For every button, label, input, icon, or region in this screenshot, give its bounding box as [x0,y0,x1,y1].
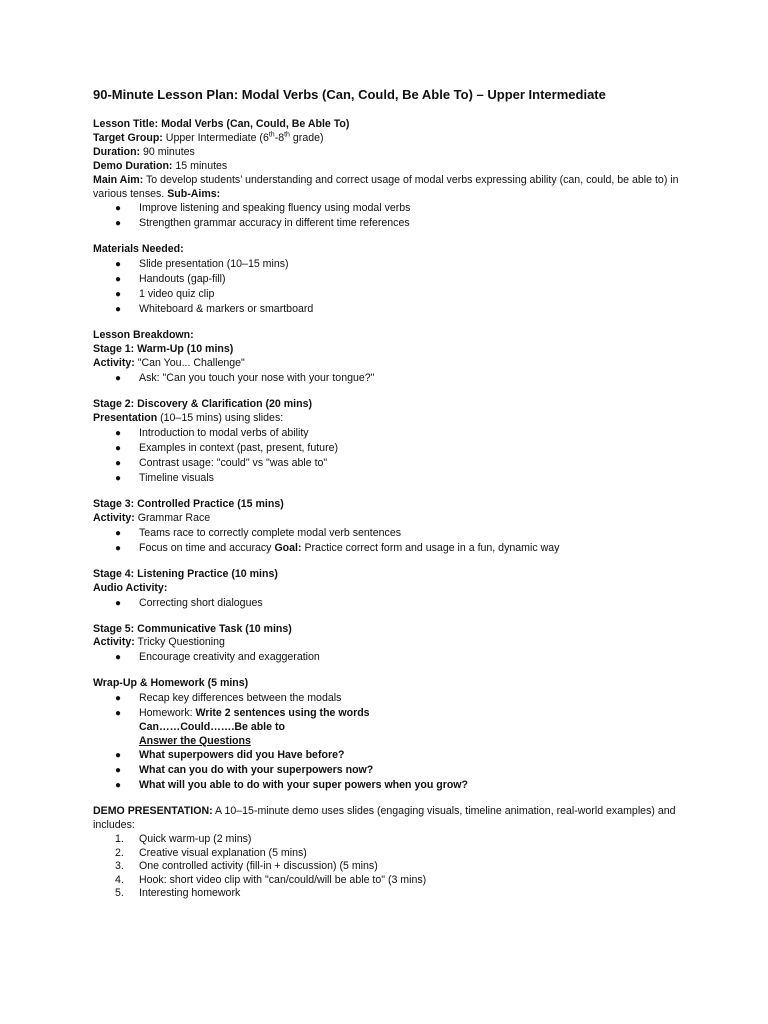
question-text: What can you do with your superpowers now? [139,764,374,777]
stage2-item [93,456,683,471]
stage5-item [93,650,683,665]
activity-label: Activity: [93,511,135,524]
bullet-icon: ● [115,427,122,439]
bullet-icon: ● [115,708,122,720]
target-group-label: Target Group: [93,131,163,144]
step-number: 5. [115,887,124,900]
bullet-icon: ● [115,259,122,271]
step-number: 3. [115,860,124,873]
stage1-item [93,371,683,386]
stage2-item [93,426,683,441]
bullet-icon: ● [115,652,122,664]
wrapup-item-text: Recap key differences between the modals [139,692,342,705]
step-text: Hook: short video clip with "can/could/will be able to" (3 mins) [139,873,427,886]
bullet-icon: ● [115,693,122,705]
bullet-icon: ● [115,218,122,230]
stage3-item [93,526,683,541]
bullet-icon: ● [115,373,122,385]
wrapup-item [93,691,683,706]
main-aim-label: Main Aim: [93,173,144,186]
bullet-icon: ● [115,750,122,762]
target-group-value-b: -8 [274,131,285,144]
stage4-item-text: Correcting short dialogues [139,596,263,609]
demo-text: A 10–15-minute demo uses slides (engaging visuals, timeline animation, real-world examples) and includes: [93,805,676,832]
stage5-item-text: Encourage creativity and exaggeration [139,651,320,664]
wrapup-heading: Wrap-Up & Homework (5 mins) [93,677,249,690]
document-title: 90-Minute Lesson Plan: Modal Verbs (Can, Could, Be Able To) – Upper Intermediate [93,87,606,102]
materials-item-text: Whiteboard & markers or smartboard [139,303,314,316]
question-item [93,763,683,778]
question-text: What superpowers did you Have before? [139,749,345,762]
stage5-activity [93,636,683,650]
step-text: One controlled activity (fill-in + discussion) (5 mins) [139,860,378,873]
main-aim-text: To develop students’ understanding and correct usage of modal verbs expressing ability (can, could, be able to) in various tenses. [93,173,679,200]
stage4-item [93,596,683,611]
demo-paragraph [93,805,683,833]
materials-item-text: Handouts (gap-fill) [139,273,226,286]
activity-value: Tricky Questioning [134,636,225,649]
presentation-label: Presentation [93,411,158,424]
duration-label: Duration: [93,145,141,158]
homework-words: Can……Could…….Be able to [139,721,285,734]
sub-aim-item [93,201,683,216]
target-group-value-c: grade) [289,131,324,144]
stage2-item-text: Examples in context (past, present, future) [139,441,339,454]
step-text: Quick warm-up (2 mins) [139,833,252,846]
activity-label: Activity: [93,636,135,649]
question-item [93,748,683,763]
target-group-value-a: Upper Intermediate (6 [162,131,269,144]
goal-text: Practice correct form and usage in a fun, dynamic way [301,541,560,554]
activity-value: Grammar Race [134,511,211,524]
materials-item [93,272,683,287]
stage2-item [93,441,683,456]
activity-value: "Can You... Challenge" [134,357,245,370]
target-group-sup-a: th [268,131,275,139]
bullet-icon: ● [115,542,122,554]
lesson-plan-document [93,86,683,901]
demo-label: DEMO PRESENTATION: [93,805,213,818]
stage2-heading: Stage 2: Discovery & Clarification (20 mins) [93,398,313,411]
sub-aim-item [93,216,683,231]
demo-duration-value: 15 minutes [172,159,228,172]
step-number: 4. [115,873,124,886]
step-text: Creative visual explanation (5 mins) [139,846,307,859]
stage2-item-text: Contrast usage: "could" vs "was able to" [139,456,328,469]
demo-duration-label: Demo Duration: [93,159,173,172]
demo-step [93,887,683,901]
bullet-icon: ● [115,527,122,539]
bullet-icon: ● [115,274,122,286]
goal-label: Goal: [274,541,302,554]
materials-item-text: Slide presentation (10–15 mins) [139,258,289,271]
stage5-heading: Stage 5: Communicative Task (10 mins) [93,622,292,635]
stage1-item-text: Ask: "Can you touch your nose with your tongue?" [139,372,375,385]
bullet-icon: ● [115,442,122,454]
stage3-item-text: Teams race to correctly complete modal verb sentences [139,526,402,539]
demo-step [93,833,683,847]
materials-heading: Materials Needed: [93,243,184,256]
stage2-presentation [93,412,683,426]
homework-label: Homework: [139,707,196,720]
target-group-line [93,132,683,146]
stage1-heading: Stage 1: Warm-Up (10 mins) [93,343,234,356]
stage3-item [93,541,683,556]
answer-questions-heading: Answer the Questions [139,734,251,747]
question-text: What will you able to do with your super powers when you grow? [139,779,469,792]
materials-item-text: 1 video quiz clip [139,288,215,301]
step-number: 2. [115,846,124,859]
presentation-value: (10–15 mins) using slides: [157,411,284,424]
materials-item [93,302,683,317]
target-group-sup-b: th [284,131,290,139]
bullet-icon: ● [115,765,122,777]
bullet-icon: ● [115,780,122,792]
demo-step [93,847,683,861]
duration-line [93,146,683,160]
lesson-breakdown-heading: Lesson Breakdown: [93,329,194,342]
homework-item [93,706,683,721]
sub-aim-text: Improve listening and speaking fluency using modal verbs [139,202,411,215]
question-item [93,778,683,793]
stage4-activity: Audio Activity: [93,581,168,594]
bullet-icon: ● [115,472,122,484]
bullet-icon: ● [115,597,122,609]
bullet-icon: ● [115,304,122,316]
main-aim-paragraph [93,174,683,202]
step-number: 1. [115,833,124,846]
stage2-item-text: Timeline visuals [139,471,214,484]
stage3-activity [93,512,683,526]
stage2-item [93,471,683,486]
homework-text: Write 2 sentences using the words [195,707,370,720]
demo-duration-line [93,160,683,174]
demo-step [93,860,683,874]
stage1-activity [93,357,683,371]
stage2-item-text: Introduction to modal verbs of ability [139,426,309,439]
stage3-heading: Stage 3: Controlled Practice (15 mins) [93,497,284,510]
bullet-icon: ● [115,289,122,301]
duration-value: 90 minutes [140,145,195,158]
demo-step [93,874,683,888]
bullet-icon: ● [115,457,122,469]
activity-label: Activity: [93,357,135,370]
step-text: Interesting homework [139,887,241,900]
lesson-title-line: Lesson Title: Modal Verbs (Can, Could, Be Able To) [93,118,350,130]
sub-aims-label: Sub-Aims: [167,187,221,200]
stage4-heading: Stage 4: Listening Practice (10 mins) [93,567,278,580]
materials-item [93,257,683,272]
sub-aim-text: Strengthen grammar accuracy in different time references [139,217,410,230]
stage3-item-text: Focus on time and accuracy [139,541,275,554]
bullet-icon: ● [115,203,122,215]
materials-item [93,287,683,302]
